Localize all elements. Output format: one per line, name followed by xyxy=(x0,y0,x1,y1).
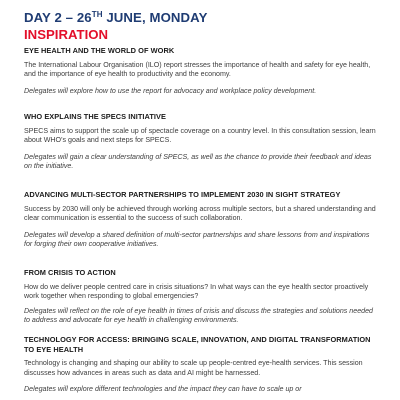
day-title xyxy=(24,9,376,26)
session-title: WHO EXPLAINS THE SPECS INITIATIVE xyxy=(24,112,166,121)
session-description: How do we deliver people centred care in crisis situations? In what ways can the eye health sector proactively work together when responding to global emergencies? xyxy=(24,282,369,301)
session-description: Technology is changing and shaping our ability to scale up people-centred eye-health services. This session discusses how advances in areas such as data and AI might be harnessed. xyxy=(24,359,363,377)
session-eye-health-world-of-work xyxy=(24,46,376,96)
session-multi-sector-partnerships xyxy=(24,190,376,250)
session-title: ADVANCING MULTI-SECTOR PARTNERSHIPS TO IMPLEMENT 2030 IN SIGHT STRATEGY xyxy=(24,190,341,199)
session-description: SPECS aims to support the scale up of spectacle coverage on a country level. In this consultation session, learn about WHO’s goals and next steps for SPECS. xyxy=(24,126,376,145)
session-delegate-note: Delegates will explore how to use the report for advocacy and workplace policy development. xyxy=(24,86,317,95)
day-title-suffix: JUNE, MONDAY xyxy=(102,10,208,25)
session-description: The International Labour Organisation (ILO) report stresses the importance of health and safety for eye health, and the importance of eye health to productivity and the economy. xyxy=(24,60,371,79)
day-title-ordinal: TH xyxy=(91,10,103,19)
session-delegate-note: Delegates will explore different technologies and the impact they can have to scale up or xyxy=(24,385,302,394)
session-who-specs xyxy=(24,112,376,172)
track-title: INSPIRATION xyxy=(24,27,109,42)
session-delegate-note: Delegates will gain a clear understanding of SPECS, as well as the chance to provide their feedback and ideas on the initiative. xyxy=(24,152,372,171)
session-technology-for-access xyxy=(24,335,376,395)
session-delegate-note: Delegates will reflect on the role of eye health in times of crisis and discuss the strategies and solutions needed to address and advocate for eye health in challenging environments. xyxy=(24,306,373,325)
day-header xyxy=(24,9,376,43)
session-title: TECHNOLOGY FOR ACCESS: BRINGING SCALE, INNOVATION, AND DIGITAL TRANSFORMATION TO EYE HEALTH xyxy=(24,335,371,354)
session-title: FROM CRISIS TO ACTION xyxy=(24,268,116,277)
session-title: EYE HEALTH AND THE WORLD OF WORK xyxy=(24,46,175,55)
session-crisis-to-action xyxy=(24,268,376,326)
session-description: Success by 2030 will only be achieved through working across multiple sectors, but a shared understanding and clear communication is essential to the success of such collaboration. xyxy=(24,204,376,223)
session-delegate-note: Delegates will develop a shared definition of multi-sector partnerships and share lessons from and inspirations for forging their own cooperative initiatives. xyxy=(24,230,370,249)
day-title-prefix: DAY 2 – 26 xyxy=(24,10,92,25)
